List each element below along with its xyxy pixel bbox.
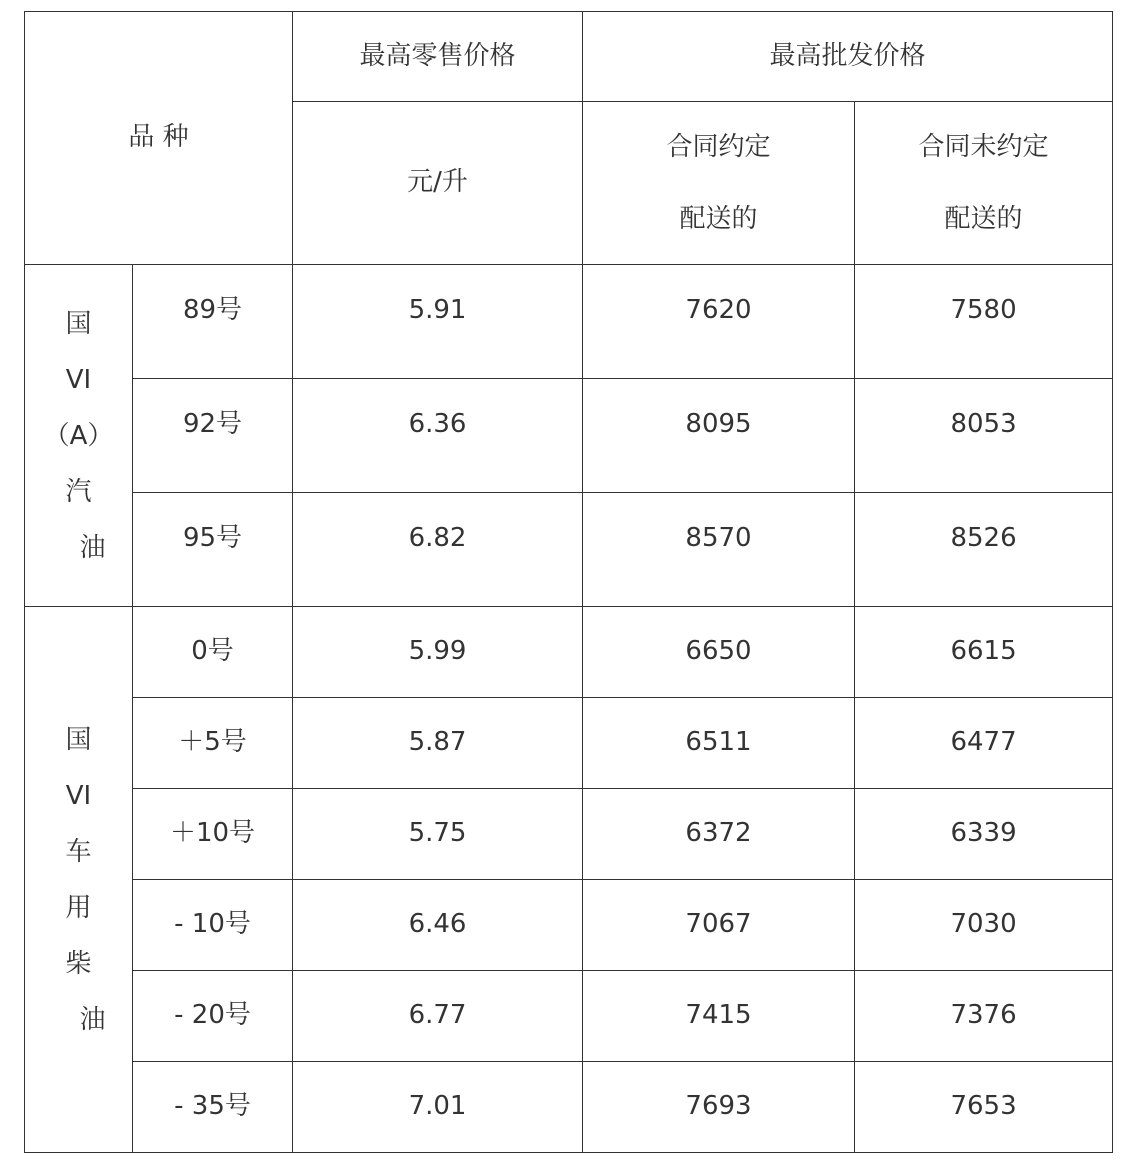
contract-price-cell: 7067 <box>583 880 855 971</box>
contract-price-cell: 7693 <box>583 1062 855 1153</box>
table-row <box>25 265 1113 379</box>
contract-price-cell: 7415 <box>583 971 855 1062</box>
wholesale-price-header: 最高批发价格 <box>583 12 1113 102</box>
variety-header <box>25 12 293 265</box>
retail-price-cell: 6.77 <box>293 971 583 1062</box>
retail-unit: 元/升 <box>293 102 583 265</box>
fuel-price-table <box>24 11 1113 1153</box>
grade-cell: ＋10号 <box>133 789 293 880</box>
retail-price-header: 最高零售价格 <box>293 12 583 102</box>
contract-price-cell: 7620 <box>583 265 855 379</box>
retail-price-cell: 6.82 <box>293 493 583 607</box>
table-row <box>25 1062 1113 1153</box>
grade-cell: ＋5号 <box>133 698 293 789</box>
non-contract-price-cell: 7030 <box>855 880 1113 971</box>
retail-price-cell: 6.36 <box>293 379 583 493</box>
table-row <box>25 493 1113 607</box>
retail-price-cell: 5.75 <box>293 789 583 880</box>
retail-price-cell: 5.99 <box>293 607 583 698</box>
grade-cell: - 10号 <box>133 880 293 971</box>
non-contract-price-cell: 6615 <box>855 607 1113 698</box>
grade-cell: 95号 <box>133 493 293 607</box>
non-contract-price-cell: 7580 <box>855 265 1113 379</box>
variety-label: 品 种 <box>128 122 189 153</box>
contract-price-cell: 6650 <box>583 607 855 698</box>
retail-price-cell: 5.91 <box>293 265 583 379</box>
grade-cell: 0号 <box>133 607 293 698</box>
non-contract-price-cell: 8053 <box>855 379 1113 493</box>
contract-delivery-header: 合同约定 配送的 <box>583 102 855 265</box>
grade-cell: 89号 <box>133 265 293 379</box>
non-contract-price-cell: 6339 <box>855 789 1113 880</box>
table-row <box>25 971 1113 1062</box>
retail-price-cell: 5.87 <box>293 698 583 789</box>
table-row <box>25 789 1113 880</box>
non-contract-delivery-header: 合同未约定 配送的 <box>855 102 1113 265</box>
non-contract-price-cell: 7653 <box>855 1062 1113 1153</box>
retail-price-cell: 7.01 <box>293 1062 583 1153</box>
diesel-category: 国 VI 车 用 柴 油 <box>25 607 133 1153</box>
table-row <box>25 379 1113 493</box>
grade-cell: 92号 <box>133 379 293 493</box>
non-contract-price-cell: 8526 <box>855 493 1113 607</box>
table-row <box>25 698 1113 789</box>
table-row <box>25 607 1113 698</box>
grade-cell: - 20号 <box>133 971 293 1062</box>
contract-price-cell: 6372 <box>583 789 855 880</box>
contract-price-cell: 6511 <box>583 698 855 789</box>
retail-price-cell: 6.46 <box>293 880 583 971</box>
non-contract-price-cell: 6477 <box>855 698 1113 789</box>
table-row <box>25 880 1113 971</box>
grade-cell: - 35号 <box>133 1062 293 1153</box>
non-contract-price-cell: 7376 <box>855 971 1113 1062</box>
gasoline-category: 国 VI （A） 汽 油 <box>25 265 133 607</box>
contract-price-cell: 8570 <box>583 493 855 607</box>
contract-price-cell: 8095 <box>583 379 855 493</box>
